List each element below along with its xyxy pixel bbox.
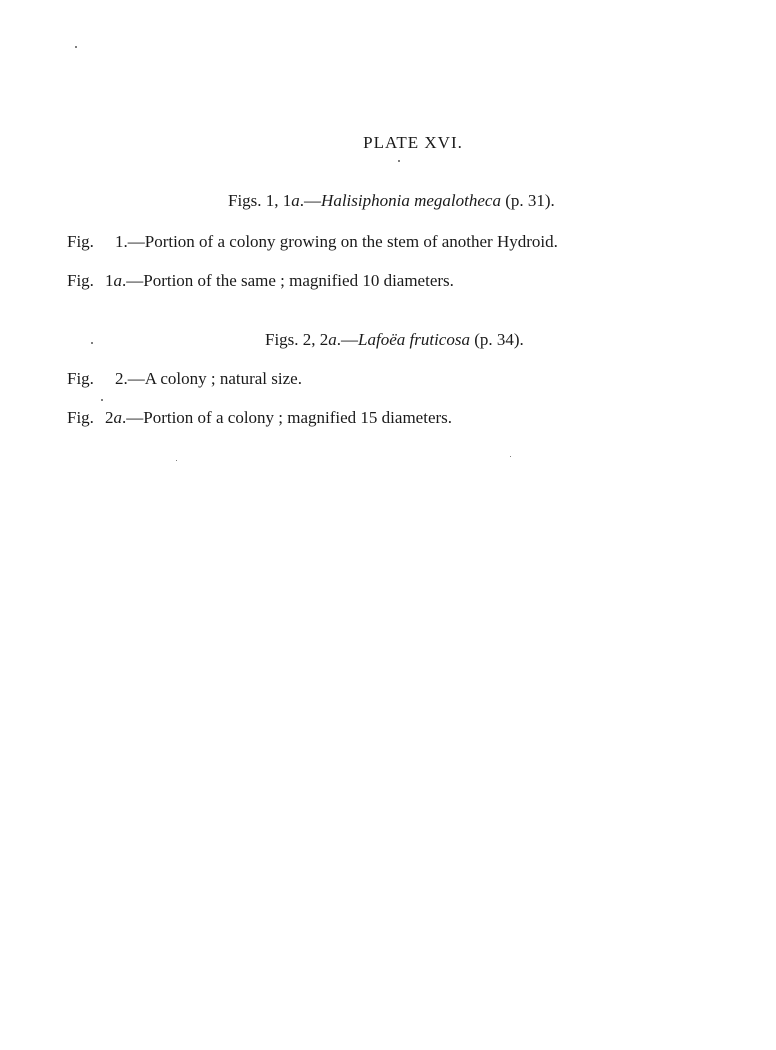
figure-description: .—Portion of a colony ; magnified 15 diameters. [122,408,453,427]
figure-label: Fig. [67,369,94,388]
section-heading-halisiphonia [228,191,555,211]
figure-description: .—Portion of the same ; magnified 10 diameters. [122,271,454,290]
heading-dash: .— [299,191,322,210]
scan-speck [101,399,103,401]
figure-description: .—A colony ; natural size. [123,369,302,388]
section-heading-lafoea [265,330,524,350]
scan-speck [176,460,177,461]
scan-speck [398,160,400,162]
page-reference: (p. 34). [469,330,524,349]
figure-caption-2 [67,369,302,389]
heading-figs-prefix: Figs. 1, 1 [228,191,292,210]
scan-speck [91,342,93,344]
figure-number: 1 [115,232,124,251]
heading-dash: .— [336,330,359,349]
heading-figs-prefix: Figs. 2, 2 [265,330,329,349]
figure-label: Fig. [67,232,94,251]
figure-number: 2 [105,408,114,427]
figure-caption-1 [67,232,558,252]
species-name: Lafoëa fruticosa [358,330,470,349]
heading-figs-letter: a [291,191,300,210]
figure-letter: a [113,408,122,427]
species-name: Halisiphonia megalotheca [321,191,501,210]
figure-label: Fig. [67,408,94,427]
figure-caption-2a [67,408,452,428]
scan-speck [510,456,511,457]
scan-speck [75,46,77,48]
figure-number: 1 [105,271,114,290]
figure-number: 2 [115,369,124,388]
plate-title: PLATE XVI. [363,133,463,152]
figure-description: .—Portion of a colony growing on the stem of another Hydroid. [123,232,558,251]
figure-letter: a [113,271,122,290]
heading-figs-letter: a [328,330,337,349]
figure-label: Fig. [67,271,94,290]
figure-caption-1a [67,271,454,291]
page-reference: (p. 31). [500,191,555,210]
